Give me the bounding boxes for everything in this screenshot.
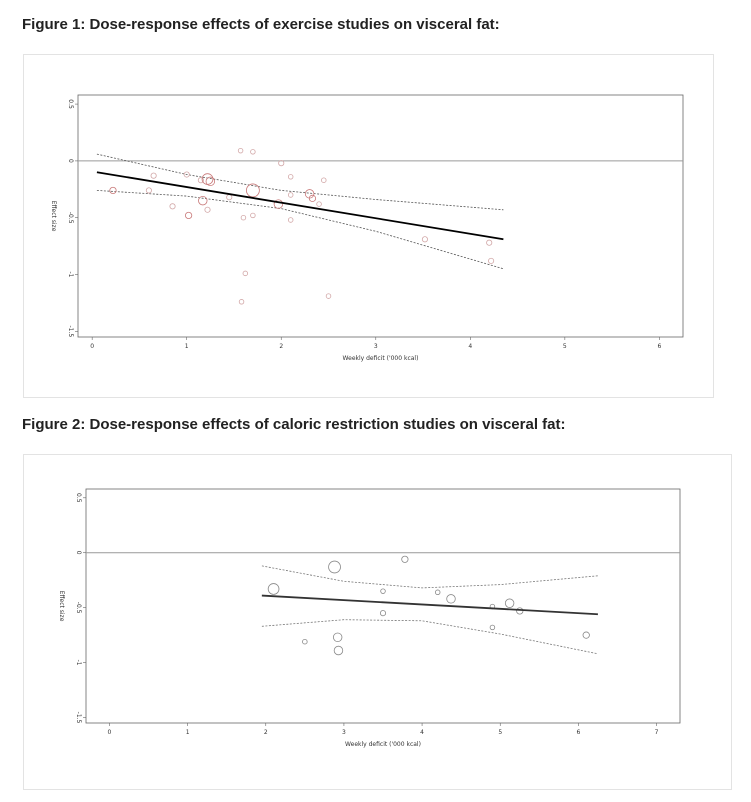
fig1-data-point	[241, 215, 246, 220]
fig1-x-tick-label: 5	[562, 343, 567, 350]
fig1-y-tick-label: -1.5	[67, 325, 74, 338]
fig1-data-point	[488, 258, 493, 263]
fig2-y-tick-label: 0.5	[75, 493, 82, 503]
fig1-data-point	[422, 237, 427, 242]
fig2-data-point	[333, 633, 342, 642]
fig1-data-point	[185, 212, 191, 218]
fig1-x-tick-label: 1	[184, 343, 189, 350]
fig2-y-axis-label: Effect size	[58, 590, 65, 622]
fig1-x-axis-label: Weekly deficit ('000 kcal)	[342, 355, 419, 362]
fig2-y-tick-label: -1.5	[75, 711, 82, 724]
fig2-data-point	[447, 595, 456, 604]
fig1-data-point	[317, 202, 322, 207]
fig1-plot-frame	[78, 95, 683, 337]
fig2-data-point	[505, 599, 514, 608]
fig2-plot-frame	[86, 489, 680, 723]
fig1-data-point	[243, 271, 248, 276]
fig2-data-point	[402, 556, 408, 562]
fig2-data-point	[583, 632, 589, 638]
fig1-fit-line	[97, 172, 503, 239]
fig1-data-point	[251, 149, 256, 154]
fig1-data-point	[239, 299, 244, 304]
fig1-data-point	[288, 193, 293, 198]
figure-2-chart	[24, 455, 731, 789]
fig2-x-tick-label: 5	[498, 729, 503, 736]
fig1-data-point	[251, 213, 256, 218]
fig2-ci-upper-line	[262, 566, 598, 588]
figure-2-title: Figure 2: Dose-response effects of caloric restriction studies on visceral fat:	[22, 416, 566, 433]
fig2-x-tick-label: 3	[342, 729, 346, 736]
fig2-data-point	[435, 590, 440, 595]
fig1-data-point	[321, 178, 326, 183]
fig2-x-axis-label: Weekly deficit ('000 kcal)	[345, 741, 421, 748]
fig2-y-tick-label: -0.5	[75, 601, 82, 614]
fig2-y-tick-label: -1	[75, 659, 82, 666]
fig2-data-point	[303, 639, 308, 644]
fig2-x-tick-label: 2	[263, 729, 268, 736]
fig1-x-tick-label: 0	[90, 343, 95, 350]
figure-1-chart	[24, 55, 713, 397]
fig1-y-tick-label: -0.5	[67, 211, 74, 224]
figure-2-panel	[23, 454, 732, 790]
fig2-x-tick-label: 4	[420, 729, 424, 736]
fig1-data-point	[151, 173, 156, 178]
fig1-y-axis-label: Effect size	[50, 200, 57, 232]
fig1-data-point	[198, 196, 207, 205]
fig1-data-point	[205, 207, 210, 212]
fig1-data-point	[170, 204, 175, 209]
fig1-x-tick-label: 3	[373, 343, 378, 350]
figure-1-panel	[23, 54, 714, 398]
fig1-x-tick-label: 6	[657, 343, 662, 350]
fig2-data-point	[268, 584, 279, 595]
fig2-data-point	[517, 608, 523, 614]
fig2-x-tick-label: 0	[107, 729, 112, 736]
fig2-fit-line	[262, 596, 598, 615]
fig2-data-point	[380, 610, 385, 615]
fig1-data-point	[238, 148, 243, 153]
fig1-data-point	[487, 240, 492, 245]
fig1-data-point	[227, 195, 232, 200]
fig2-data-point	[334, 646, 343, 655]
fig2-y-tick-label: 0	[75, 550, 82, 555]
figure-1-title: Figure 1: Dose-response effects of exercise studies on visceral fat:	[22, 16, 500, 33]
fig1-y-tick-label: 0	[67, 158, 74, 163]
fig1-data-point	[288, 218, 293, 223]
fig1-x-tick-label: 2	[279, 343, 284, 350]
fig2-data-point	[490, 625, 495, 630]
fig2-x-tick-label: 7	[654, 729, 659, 736]
fig2-data-point	[329, 561, 341, 573]
fig1-data-point	[202, 174, 213, 185]
fig2-data-point	[381, 589, 386, 594]
fig1-data-point	[110, 187, 116, 193]
fig1-y-tick-label: -1	[67, 271, 74, 278]
fig2-ci-lower-line	[262, 620, 598, 654]
fig2-x-tick-label: 6	[576, 729, 581, 736]
fig1-y-tick-label: 0.5	[67, 99, 74, 109]
fig1-data-point	[146, 188, 151, 193]
fig1-x-tick-label: 4	[468, 343, 473, 350]
fig1-data-point	[326, 294, 331, 299]
fig2-x-tick-label: 1	[185, 729, 190, 736]
fig1-data-point	[288, 174, 293, 179]
